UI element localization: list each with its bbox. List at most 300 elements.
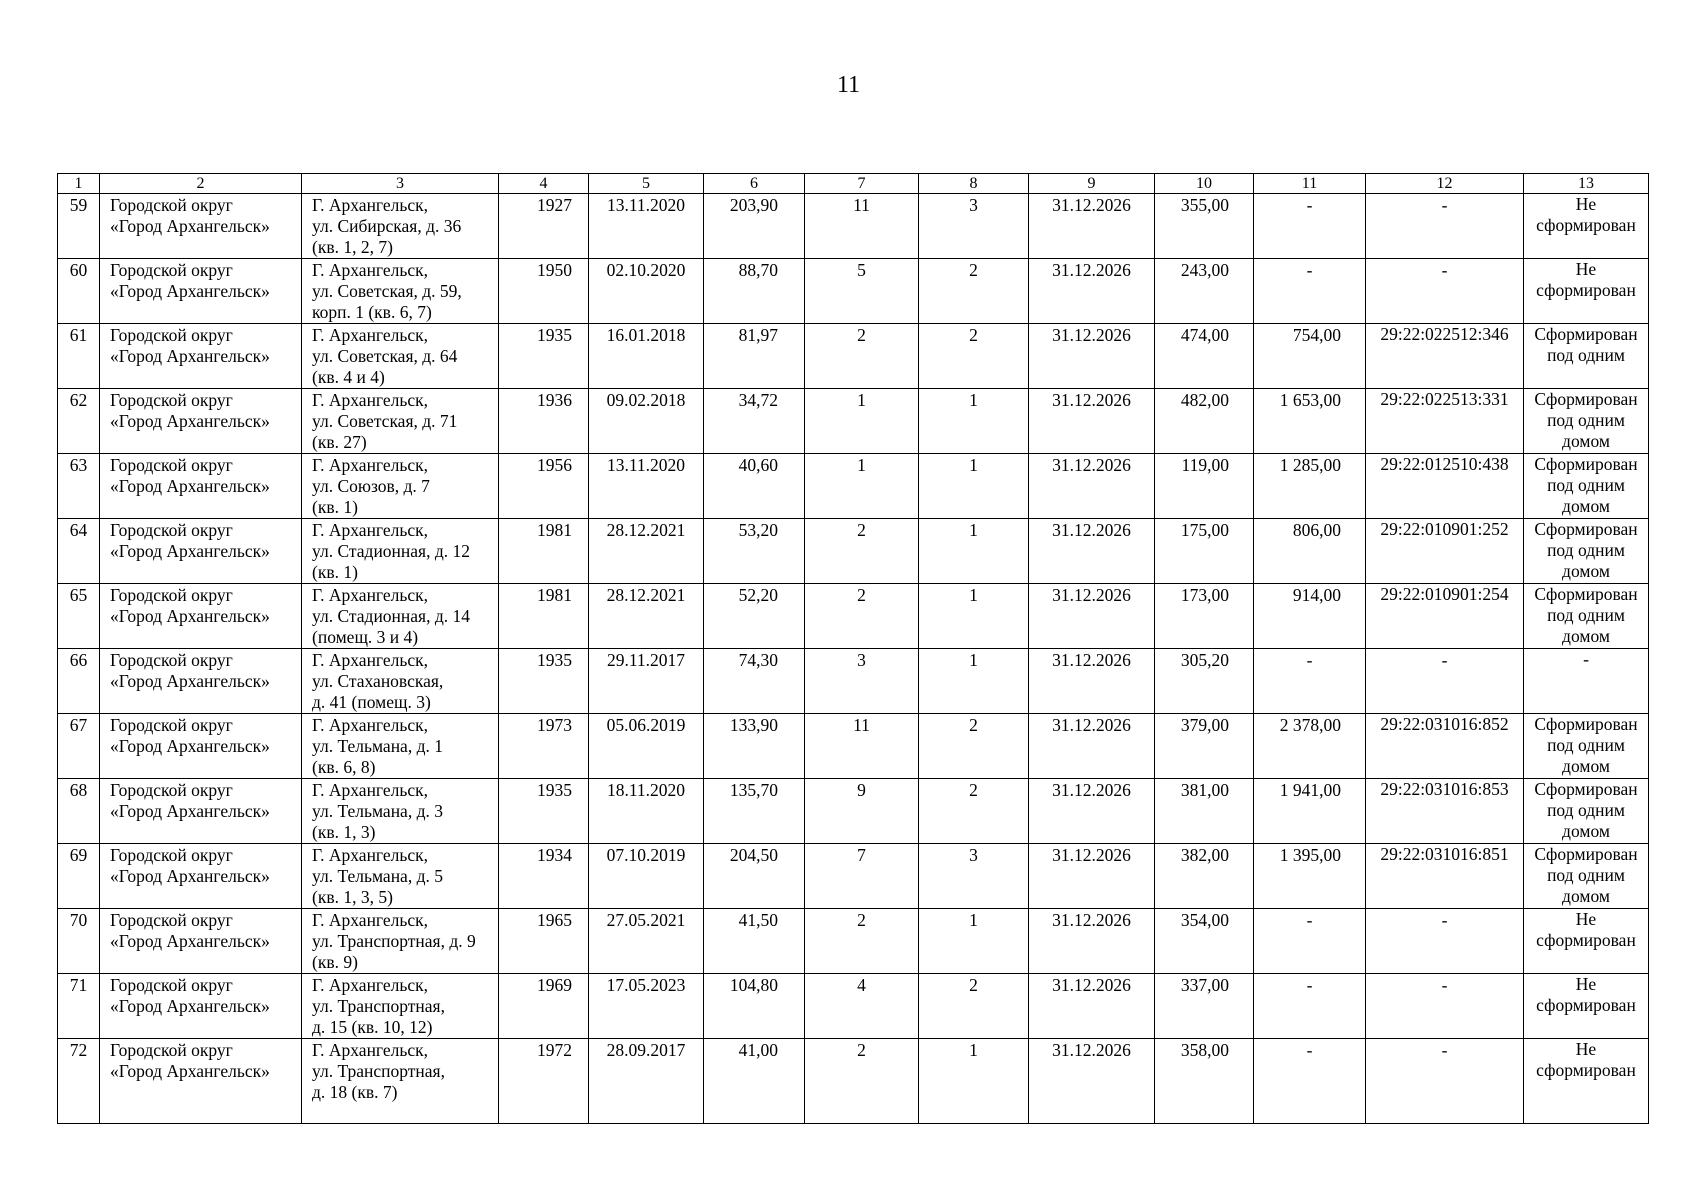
col11-value-cell-line: - [1306, 195, 1313, 215]
area-cell [704, 974, 805, 1039]
cadastral-number-cell-line: - [1441, 910, 1448, 930]
col11-value-cell [1254, 194, 1366, 259]
date-cell-line: 28.12.2021 [606, 585, 686, 605]
table-row [58, 844, 1649, 909]
col10-value-cell [1155, 259, 1254, 324]
address-cell-line: Г. Архангельск, [312, 520, 429, 540]
year-cell [499, 844, 589, 909]
col10-value-cell-line: 482,00 [1180, 390, 1229, 410]
address-cell-line: Г. Архангельск, [312, 390, 429, 410]
col11-value-cell [1254, 259, 1366, 324]
col9-date-cell-line: 31.12.2026 [1052, 845, 1131, 865]
address-cell-line: ул. Транспортная, [312, 996, 445, 1016]
status-cell-line: под одним [1547, 540, 1625, 560]
address-cell [302, 779, 499, 844]
address-cell-line: Г. Архангельск, [312, 195, 429, 215]
col7-cell [805, 974, 919, 1039]
area-cell-line: 88,70 [738, 260, 778, 280]
year-cell-line: 1936 [537, 390, 572, 410]
date-cell-line: 18.11.2020 [606, 780, 686, 800]
address-cell-line: ул. Тельмана, д. 1 [312, 736, 443, 756]
municipality-cell-line: Городской округ [110, 975, 233, 995]
col10-value-cell-line: 358,00 [1180, 1040, 1229, 1060]
col8-cell [919, 454, 1029, 519]
col10-value-cell-line: 474,00 [1180, 325, 1229, 345]
table-row [58, 974, 1649, 1039]
col9-date-cell-line: 31.12.2026 [1052, 585, 1131, 605]
cadastral-number-cell [1366, 1039, 1524, 1124]
col11-value-cell [1254, 519, 1366, 584]
table-row [58, 324, 1649, 389]
col9-date-cell [1029, 714, 1155, 779]
date-cell [589, 649, 704, 714]
col10-value-cell [1155, 909, 1254, 974]
col10-value-cell-line: 173,00 [1180, 585, 1229, 605]
area-cell-line: 203,90 [729, 195, 778, 215]
col8-cell-line: 1 [969, 520, 978, 540]
table-row [58, 259, 1649, 324]
table-row [58, 714, 1649, 779]
area-cell [704, 194, 805, 259]
col7-cell-line: 1 [857, 455, 866, 475]
address-cell-line: (кв. 9) [312, 952, 358, 972]
date-cell [589, 194, 704, 259]
col9-date-cell [1029, 649, 1155, 714]
year-cell-line: 1935 [537, 650, 572, 670]
cadastral-number-cell-line: 29:22:031016:851 [1380, 844, 1509, 864]
cadastral-number-cell [1366, 779, 1524, 844]
municipality-cell-line: «Город Архангельск» [110, 216, 270, 236]
row-number-cell [58, 194, 100, 259]
municipality-cell-line: «Город Архангельск» [110, 931, 270, 951]
row-number-cell [58, 454, 100, 519]
address-cell-line: (кв. 1) [312, 497, 358, 517]
address-cell-line: Г. Архангельск, [312, 650, 429, 670]
col9-date-cell-line: 31.12.2026 [1052, 1040, 1131, 1060]
area-cell [704, 1039, 805, 1124]
address-cell [302, 584, 499, 649]
year-cell [499, 194, 589, 259]
col8-cell [919, 584, 1029, 649]
status-cell [1524, 259, 1649, 324]
address-cell [302, 909, 499, 974]
col11-value-cell-line: - [1306, 260, 1313, 280]
col10-value-cell-line: 305,20 [1180, 650, 1229, 670]
address-cell-line: ул. Союзов, д. 7 [312, 476, 430, 496]
status-cell-line: - [1583, 649, 1589, 669]
cadastral-number-cell [1366, 194, 1524, 259]
date-cell-line: 13.11.2020 [606, 455, 686, 475]
address-cell-line: Г. Архангельск, [312, 1040, 429, 1060]
area-cell [704, 454, 805, 519]
col8-cell [919, 324, 1029, 389]
address-cell-line: ул. Транспортная, д. 9 [312, 931, 476, 951]
col7-cell-line: 2 [857, 585, 866, 605]
address-cell-line: (помещ. 3 и 4) [312, 627, 419, 647]
date-cell [589, 584, 704, 649]
date-cell [589, 844, 704, 909]
status-cell [1524, 519, 1649, 584]
col9-date-cell [1029, 974, 1155, 1039]
row-number-cell-line: 72 [69, 1040, 88, 1060]
municipality-cell-line: Городской округ [110, 455, 233, 475]
table-row [58, 779, 1649, 844]
col8-cell [919, 259, 1029, 324]
col9-date-cell [1029, 1039, 1155, 1124]
col9-date-cell-line: 31.12.2026 [1052, 520, 1131, 540]
address-cell-line: Г. Архангельск, [312, 910, 429, 930]
address-cell-line: ул. Тельмана, д. 5 [312, 866, 443, 886]
municipality-cell [100, 844, 302, 909]
row-number-cell [58, 714, 100, 779]
col11-value-cell [1254, 649, 1366, 714]
year-cell-line: 1969 [537, 975, 572, 995]
row-number-cell [58, 324, 100, 389]
col8-cell [919, 974, 1029, 1039]
address-cell [302, 649, 499, 714]
address-cell-line: ул. Стадионная, д. 12 [312, 541, 471, 561]
address-cell-line: Г. Архангельск, [312, 260, 429, 280]
year-cell-line: 1934 [537, 845, 572, 865]
address-cell-line: (кв. 4 и 4) [312, 367, 385, 387]
status-cell [1524, 584, 1649, 649]
cadastral-number-cell [1366, 454, 1524, 519]
col9-date-cell [1029, 844, 1155, 909]
cadastral-number-cell [1366, 584, 1524, 649]
col7-cell [805, 194, 919, 259]
date-cell-line: 13.11.2020 [606, 195, 686, 215]
col9-date-cell [1029, 519, 1155, 584]
status-cell-line: Сформирован [1534, 389, 1638, 409]
municipality-cell [100, 714, 302, 779]
col8-cell-line: 2 [969, 260, 978, 280]
col7-cell-line: 2 [857, 520, 866, 540]
col8-cell-line: 3 [969, 845, 978, 865]
address-cell-line: ул. Стадионная, д. 14 [312, 606, 471, 626]
municipality-cell-line: Городской округ [110, 520, 233, 540]
address-cell-line: ул. Советская, д. 59, [312, 281, 462, 301]
year-cell-line: 1965 [537, 910, 572, 930]
area-cell [704, 519, 805, 584]
col8-cell [919, 909, 1029, 974]
date-cell-line: 17.05.2023 [606, 975, 686, 995]
address-cell-line: Г. Архангельск, [312, 845, 429, 865]
col10-value-cell [1155, 714, 1254, 779]
col9-date-cell-line: 31.12.2026 [1052, 780, 1131, 800]
status-cell-line: Сформирован [1534, 454, 1638, 474]
date-cell-line: 28.12.2021 [606, 520, 686, 540]
year-cell [499, 259, 589, 324]
table-row [58, 649, 1649, 714]
cadastral-number-cell-line: 29:22:031016:853 [1380, 779, 1509, 799]
municipality-cell-line: «Город Архангельск» [110, 801, 270, 821]
status-cell-line: Не [1575, 974, 1597, 994]
area-cell [704, 779, 805, 844]
year-cell [499, 1039, 589, 1124]
date-cell-line: 27.05.2021 [606, 910, 686, 930]
column-header: 6 [704, 174, 805, 194]
municipality-cell-line: Городской округ [110, 195, 233, 215]
municipality-cell-line: «Город Архангельск» [110, 736, 270, 756]
year-cell [499, 714, 589, 779]
address-cell-line: д. 41 (помещ. 3) [312, 692, 431, 712]
address-cell-line: Г. Архангельск, [312, 715, 429, 735]
col7-cell-line: 3 [857, 650, 866, 670]
municipality-cell [100, 194, 302, 259]
date-cell [589, 1039, 704, 1124]
municipality-cell [100, 454, 302, 519]
row-number-cell-line: 62 [69, 390, 88, 410]
col10-value-cell [1155, 779, 1254, 844]
col10-value-cell [1155, 519, 1254, 584]
row-number-cell-line: 61 [69, 325, 88, 345]
registry-table [57, 173, 1649, 1124]
col8-cell-line: 1 [969, 585, 978, 605]
status-cell-line: Сформирован [1534, 324, 1638, 344]
col7-cell-line: 5 [857, 260, 866, 280]
table-row [58, 909, 1649, 974]
col7-cell-line: 2 [857, 910, 866, 930]
col7-cell-line: 2 [857, 1040, 866, 1060]
address-cell-line: (кв. 1) [312, 562, 358, 582]
col9-date-cell-line: 31.12.2026 [1052, 650, 1131, 670]
status-cell-line: сформирован [1536, 215, 1636, 235]
municipality-cell-line: «Город Архангельск» [110, 671, 270, 691]
address-cell [302, 1039, 499, 1124]
status-cell [1524, 324, 1649, 389]
status-cell-line: Не [1575, 194, 1597, 214]
col8-cell [919, 194, 1029, 259]
column-header: 7 [805, 174, 919, 194]
col9-date-cell-line: 31.12.2026 [1052, 975, 1131, 995]
status-cell-line: Сформирован [1534, 779, 1638, 799]
col11-value-cell [1254, 909, 1366, 974]
year-cell-line: 1981 [537, 520, 572, 540]
date-cell-line: 29.11.2017 [606, 650, 686, 670]
col7-cell-line: 11 [853, 715, 870, 735]
col8-cell-line: 2 [969, 325, 978, 345]
row-number-cell [58, 1039, 100, 1124]
cadastral-number-cell [1366, 259, 1524, 324]
col8-cell-line: 1 [969, 1040, 978, 1060]
area-cell [704, 649, 805, 714]
col7-cell [805, 584, 919, 649]
col7-cell [805, 909, 919, 974]
year-cell-line: 1956 [537, 455, 572, 475]
address-cell-line: Г. Архангельск, [312, 780, 429, 800]
address-cell [302, 454, 499, 519]
cadastral-number-cell [1366, 519, 1524, 584]
cadastral-number-cell [1366, 974, 1524, 1039]
address-cell-line: (кв. 1, 3) [312, 822, 376, 842]
row-number-cell [58, 779, 100, 844]
area-cell-line: 41,50 [738, 910, 778, 930]
area-cell-line: 135,70 [729, 780, 778, 800]
col11-value-cell [1254, 1039, 1366, 1124]
col7-cell [805, 779, 919, 844]
status-cell-line: под одним [1547, 345, 1625, 365]
area-cell-line: 104,80 [729, 975, 778, 995]
table-row [58, 194, 1649, 259]
address-cell [302, 259, 499, 324]
address-cell [302, 389, 499, 454]
status-cell-line: Сформирован [1534, 519, 1638, 539]
status-cell-line: домом [1562, 886, 1610, 906]
area-cell [704, 844, 805, 909]
column-header: 2 [100, 174, 302, 194]
column-header: 13 [1524, 174, 1649, 194]
date-cell-line: 09.02.2018 [606, 390, 686, 410]
row-number-cell [58, 909, 100, 974]
municipality-cell [100, 324, 302, 389]
col11-value-cell-line: 1 941,00 [1279, 780, 1341, 800]
municipality-cell-line: «Город Архангельск» [110, 541, 270, 561]
col11-value-cell-line: - [1306, 650, 1313, 670]
col9-date-cell [1029, 259, 1155, 324]
col7-cell [805, 324, 919, 389]
municipality-cell-line: Городской округ [110, 715, 233, 735]
municipality-cell [100, 974, 302, 1039]
row-number-cell-line: 69 [69, 845, 88, 865]
col9-date-cell-line: 31.12.2026 [1052, 455, 1131, 475]
status-cell-line: под одним [1547, 605, 1625, 625]
col10-value-cell [1155, 194, 1254, 259]
cadastral-number-cell [1366, 714, 1524, 779]
municipality-cell-line: Городской округ [110, 650, 233, 670]
date-cell [589, 324, 704, 389]
address-cell-line: ул. Тельмана, д. 3 [312, 801, 443, 821]
area-cell [704, 584, 805, 649]
row-number-cell [58, 389, 100, 454]
municipality-cell-line: Городской округ [110, 325, 233, 345]
status-cell [1524, 909, 1649, 974]
status-cell-line: домом [1562, 496, 1610, 516]
column-header: 1 [58, 174, 100, 194]
col9-date-cell [1029, 909, 1155, 974]
status-cell [1524, 649, 1649, 714]
column-header: 4 [499, 174, 589, 194]
address-cell-line: ул. Стахановская, [312, 671, 444, 691]
col10-value-cell [1155, 389, 1254, 454]
area-cell-line: 40,60 [738, 455, 778, 475]
address-cell-line: (кв. 27) [312, 432, 367, 452]
municipality-cell [100, 584, 302, 649]
table-row [58, 1039, 1649, 1124]
status-cell [1524, 454, 1649, 519]
col9-date-cell-line: 31.12.2026 [1052, 325, 1131, 345]
row-number-cell-line: 65 [69, 585, 88, 605]
status-cell-line: домом [1562, 756, 1610, 776]
municipality-cell-line: Городской округ [110, 845, 233, 865]
status-cell [1524, 844, 1649, 909]
row-number-cell-line: 71 [69, 975, 88, 995]
col11-value-cell [1254, 389, 1366, 454]
address-cell [302, 714, 499, 779]
col9-date-cell-line: 31.12.2026 [1052, 260, 1131, 280]
municipality-cell-line: «Город Архангельск» [110, 996, 270, 1016]
row-number-cell-line: 64 [69, 520, 88, 540]
status-cell-line: Не [1575, 259, 1597, 279]
area-cell [704, 714, 805, 779]
col8-cell [919, 779, 1029, 844]
year-cell [499, 909, 589, 974]
status-cell [1524, 714, 1649, 779]
area-cell [704, 259, 805, 324]
col10-value-cell-line: 355,00 [1180, 195, 1229, 215]
address-cell-line: Г. Архангельск, [312, 455, 429, 475]
area-cell-line: 34,72 [738, 390, 778, 410]
municipality-cell-line: Городской округ [110, 910, 233, 930]
municipality-cell-line: «Город Архангельск» [110, 1061, 270, 1081]
status-cell-line: под одним [1547, 410, 1625, 430]
address-cell-line: ул. Советская, д. 64 [312, 346, 458, 366]
col10-value-cell [1155, 584, 1254, 649]
area-cell-line: 41,00 [738, 1040, 778, 1060]
area-cell-line: 204,50 [729, 845, 778, 865]
cadastral-number-cell [1366, 324, 1524, 389]
row-number-cell-line: 60 [69, 260, 88, 280]
row-number-cell-line: 59 [69, 195, 88, 215]
status-cell-line: Сформирован [1534, 844, 1638, 864]
col7-cell [805, 389, 919, 454]
area-cell-line: 52,20 [738, 585, 778, 605]
col9-date-cell [1029, 779, 1155, 844]
row-number-cell [58, 974, 100, 1039]
col9-date-cell-line: 31.12.2026 [1052, 910, 1131, 930]
municipality-cell-line: Городской округ [110, 260, 233, 280]
table-row [58, 519, 1649, 584]
status-cell [1524, 194, 1649, 259]
col10-value-cell-line: 382,00 [1180, 845, 1229, 865]
col11-value-cell [1254, 844, 1366, 909]
status-cell-line: Не [1575, 1039, 1597, 1059]
year-cell-line: 1981 [537, 585, 572, 605]
cadastral-number-cell-line: - [1441, 1040, 1448, 1060]
row-number-cell-line: 67 [69, 715, 88, 735]
date-cell [589, 714, 704, 779]
row-number-cell [58, 584, 100, 649]
cadastral-number-cell [1366, 909, 1524, 974]
col8-cell [919, 1039, 1029, 1124]
cadastral-number-cell-line: - [1441, 260, 1448, 280]
col10-value-cell-line: 175,00 [1180, 520, 1229, 540]
col9-date-cell [1029, 194, 1155, 259]
municipality-cell-line: Городской округ [110, 585, 233, 605]
col7-cell-line: 9 [857, 780, 866, 800]
area-cell-line: 81,97 [738, 325, 778, 345]
status-cell-line: домом [1562, 821, 1610, 841]
column-header: 11 [1254, 174, 1366, 194]
col8-cell [919, 389, 1029, 454]
year-cell-line: 1973 [537, 715, 572, 735]
table-row [58, 584, 1649, 649]
address-cell-line: Г. Архангельск, [312, 975, 429, 995]
col11-value-cell-line: 914,00 [1292, 585, 1341, 605]
cadastral-number-cell-line: 29:22:022513:331 [1380, 389, 1509, 409]
municipality-cell-line: «Город Архангельск» [110, 281, 270, 301]
col11-value-cell [1254, 714, 1366, 779]
address-cell [302, 844, 499, 909]
col7-cell-line: 7 [857, 845, 866, 865]
date-cell-line: 02.10.2020 [606, 260, 686, 280]
area-cell [704, 324, 805, 389]
address-cell [302, 194, 499, 259]
date-cell [589, 779, 704, 844]
status-cell-line: сформирован [1536, 930, 1636, 950]
municipality-cell [100, 649, 302, 714]
col11-value-cell [1254, 779, 1366, 844]
column-header: 12 [1366, 174, 1524, 194]
